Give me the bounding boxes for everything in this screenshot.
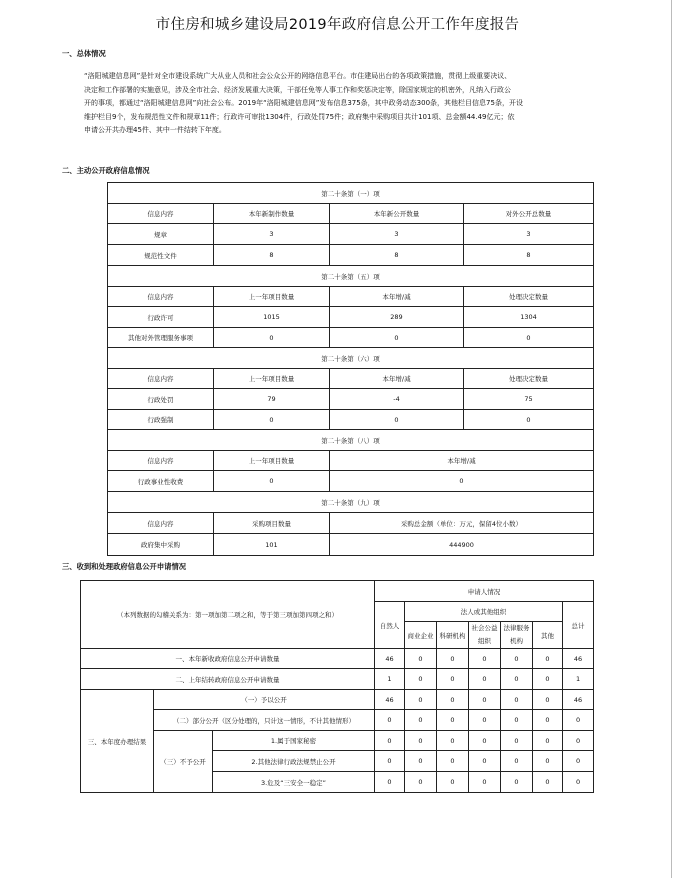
table-cell: 行政事业性收费 — [108, 471, 214, 492]
table-cell: 0 — [533, 690, 563, 710]
table-cell: 0 — [469, 710, 501, 731]
column-header: 自然人 — [375, 602, 405, 649]
table-cell: 0 — [214, 410, 330, 430]
section-1-heading: 一、总体情况 — [62, 49, 106, 58]
table-cell: 1 — [375, 669, 405, 690]
column-header: 信息内容 — [108, 204, 214, 224]
table-cell: 0 — [405, 772, 437, 793]
column-header: 本年增/减 — [330, 451, 594, 471]
table-cell: 0 — [330, 328, 464, 348]
row-label: （三）不予公开 — [154, 731, 213, 793]
table-cell: 0 — [501, 669, 533, 690]
table-cell: 0 — [437, 731, 469, 751]
table-cell: 1304 — [464, 307, 594, 328]
table-cell: 0 — [405, 669, 437, 690]
column-header: 本年增/减 — [330, 287, 464, 307]
table-cell: 0 — [375, 772, 405, 793]
column-header: 法律服务机构 — [501, 622, 533, 649]
table-cell: 8 — [330, 245, 464, 266]
table-cell: 0 — [533, 772, 563, 793]
section-3-heading: 三、收到和处理政府信息公开申请情况 — [62, 562, 187, 571]
row-label: 3.危及“三安全一稳定” — [213, 772, 375, 793]
column-header: 采购项目数量 — [214, 513, 330, 534]
row-label: （一）予以公开 — [154, 690, 375, 710]
column-header: 本年增/减 — [330, 369, 464, 389]
table-cell: 0 — [375, 710, 405, 731]
table-cell: 101 — [214, 534, 330, 556]
paragraph-line: 开的事项，都通过“洛阳城建信息网”向社会公布。2019年“洛阳城建信息网”发布信息375条，其中政务动态300条，其他栏目信息75条，开设 — [84, 99, 523, 108]
column-header: 信息内容 — [108, 451, 214, 471]
table-cell: -4 — [330, 389, 464, 410]
row-label: 一、本年新收政府信息公开申请数量 — [81, 649, 375, 669]
table-cell: 0 — [469, 690, 501, 710]
table-cell: 0 — [501, 731, 533, 751]
row-label: （二）部分公开（区分处理的，只计这一情形，不计其他情形） — [154, 710, 375, 731]
table-cell: 规章 — [108, 224, 214, 245]
table-cell: 0 — [375, 751, 405, 772]
paragraph-line: 决定和工作部署的实施意见，涉及全市社会、经济发展重大决策，干部任免等人事工作和奖惩决定等，除国家规定的机密外，凡纳入行政公 — [84, 85, 511, 94]
table-cell: 0 — [501, 772, 533, 793]
table-cell: 75 — [464, 389, 594, 410]
table-cell: 444900 — [330, 534, 594, 556]
table-cell: 3 — [214, 224, 330, 245]
table-cell: 46 — [563, 649, 594, 669]
table-cell: 行政许可 — [108, 307, 214, 328]
table-cell: 0 — [464, 410, 594, 430]
column-header: 信息内容 — [108, 513, 214, 534]
group-title: 第二十条第（五）项 — [108, 266, 594, 287]
table-cell: 0 — [214, 471, 330, 492]
table-cell: 0 — [214, 328, 330, 348]
group-title: 第二十条第（六）项 — [108, 348, 594, 369]
table-cell: 0 — [501, 649, 533, 669]
table-cell: 3 — [464, 224, 594, 245]
table-cell: 行政处罚 — [108, 389, 214, 410]
table-cell: 0 — [563, 751, 594, 772]
table-cell: 其他对外管理服务事项 — [108, 328, 214, 348]
column-header: 法人或其他组织 — [405, 602, 563, 622]
section-2-heading: 二、主动公开政府信息情况 — [62, 166, 150, 175]
table-cell: 0 — [375, 731, 405, 751]
table-cell: 0 — [469, 669, 501, 690]
report-title: 市住房和城乡建设局2019年政府信息公开工作年度报告 — [155, 17, 520, 33]
column-header: 本年新公开数量 — [330, 204, 464, 224]
table-cell: 0 — [563, 772, 594, 793]
column-header: 总计 — [563, 602, 594, 649]
table-cell: 0 — [533, 710, 563, 731]
table-cell: 289 — [330, 307, 464, 328]
table-cell: 46 — [375, 690, 405, 710]
group-title: 第二十条第（一）项 — [108, 183, 594, 204]
table-cell: 1 — [563, 669, 594, 690]
table-cell: 0 — [563, 731, 594, 751]
application-handling-table — [80, 580, 594, 793]
table-cell: 1015 — [214, 307, 330, 328]
table-cell: 0 — [563, 710, 594, 731]
column-header: 商业企业 — [405, 622, 437, 649]
table-cell: 0 — [437, 649, 469, 669]
group-title: 第二十条第（八）项 — [108, 430, 594, 451]
column-header: 申请人情况 — [375, 581, 594, 602]
table-cell: 0 — [405, 710, 437, 731]
column-header: 科研机构 — [437, 622, 469, 649]
column-header: 采购总金额（单位：万元，保留4位小数） — [330, 513, 594, 534]
table-cell: 0 — [405, 751, 437, 772]
column-header: 社会公益组织 — [469, 622, 501, 649]
table-cell: 0 — [330, 471, 594, 492]
table-cell: 0 — [501, 710, 533, 731]
group-title: 第二十条第（九）项 — [108, 492, 594, 513]
table-cell: 0 — [405, 690, 437, 710]
table-cell: 8 — [464, 245, 594, 266]
table-cell: 0 — [437, 690, 469, 710]
table-cell: 0 — [533, 649, 563, 669]
column-header: 上一年项目数量 — [214, 369, 330, 389]
proactive-disclosure-table — [107, 182, 594, 556]
table-note: （本列数据的勾稽关系为：第一项加第二项之和，等于第三项加第四项之和） — [81, 581, 375, 649]
table-cell: 0 — [533, 731, 563, 751]
column-header: 上一年项目数量 — [214, 451, 330, 471]
column-header: 本年新制作数量 — [214, 204, 330, 224]
table-cell: 0 — [469, 772, 501, 793]
column-header: 对外公开总数量 — [464, 204, 594, 224]
paragraph-line: 申请公开共办理45件、其中一件结转下年度。 — [84, 126, 226, 135]
section-1-paragraph — [84, 70, 594, 138]
table-cell: 0 — [405, 731, 437, 751]
column-header: 其他 — [533, 622, 563, 649]
column-header: 信息内容 — [108, 287, 214, 307]
table-cell: 0 — [437, 710, 469, 731]
table-cell: 0 — [437, 772, 469, 793]
table-cell: 0 — [533, 669, 563, 690]
table-cell: 行政强制 — [108, 410, 214, 430]
table-cell: 0 — [469, 751, 501, 772]
column-header: 处理决定数量 — [464, 287, 594, 307]
table-cell: 79 — [214, 389, 330, 410]
table-cell: 0 — [469, 649, 501, 669]
column-header: 信息内容 — [108, 369, 214, 389]
paragraph-line: “洛阳城建信息网”是针对全市建设系统广大从业人员和社会公众公开的网络信息平台。市住建局出台的各项政策措施，贯彻上级重要决议、 — [84, 72, 512, 80]
table-cell: 0 — [464, 328, 594, 348]
table-cell: 0 — [437, 669, 469, 690]
row-label: 三、本年度办理结果 — [81, 690, 154, 793]
table-cell: 46 — [563, 690, 594, 710]
column-header: 上一年项目数量 — [214, 287, 330, 307]
table-cell: 0 — [501, 751, 533, 772]
table-cell: 0 — [533, 751, 563, 772]
table-cell: 0 — [330, 410, 464, 430]
table-cell: 0 — [437, 751, 469, 772]
table-cell: 0 — [469, 731, 501, 751]
page-edge-divider — [671, 0, 672, 878]
row-label: 1.属于国家秘密 — [213, 731, 375, 751]
table-cell: 3 — [330, 224, 464, 245]
table-cell: 8 — [214, 245, 330, 266]
table-cell: 规范性文件 — [108, 245, 214, 266]
table-cell: 46 — [375, 649, 405, 669]
row-label: 二、上年结转政府信息公开申请数量 — [81, 669, 375, 690]
table-cell: 0 — [405, 649, 437, 669]
row-label: 2.其他法律行政法规禁止公开 — [213, 751, 375, 772]
paragraph-line: 维护栏目9个，发布规范性文件和规章11件；行政许可审批1304件，行政处罚75件；政府集中采购项目共计101项、总金额44.49亿元；依 — [84, 112, 515, 121]
table-cell: 0 — [501, 690, 533, 710]
table-cell: 政府集中采购 — [108, 534, 214, 556]
column-header: 处理决定数量 — [464, 369, 594, 389]
